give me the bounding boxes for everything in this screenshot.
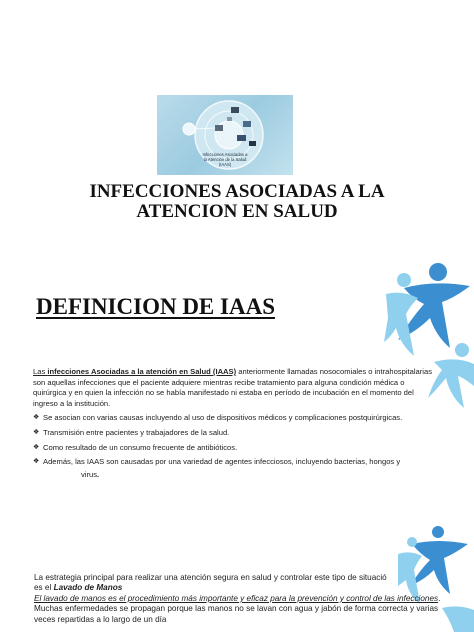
bullet-diamond-icon: ❖ (33, 458, 40, 466)
list-item (33, 457, 433, 468)
hand-washing-rest: . Muchas enfermedades se propagan porque las manos no se lavan con agua y jabón de forma correcta y varias veces repartidas a lo largo de un día (34, 593, 441, 624)
thumbnail-caption-line: la Atención de la Salud (203, 157, 247, 162)
intro-lead: Las (33, 367, 48, 376)
list-item-text: Transmisión entre pacientes y trabajadores de la salud. (43, 427, 230, 437)
definition-body (33, 367, 433, 480)
bottom-line-3 (34, 594, 444, 625)
list-item-text: Además, las IAAS son causadas por una variedad de agentes infecciosos, incluyendo bacterias, hongos y (43, 457, 401, 467)
list-item-text: Como resultado de un consumo frecuente de antibióticos. (43, 442, 238, 452)
bullet-diamond-icon: ❖ (33, 428, 40, 436)
list-item-continuation-text (43, 470, 99, 481)
list-item-continuation (33, 470, 433, 481)
section-title: DEFINICION DE IAAS (36, 294, 275, 319)
hand-washing-text (34, 573, 444, 625)
bottom-line-2 (34, 583, 444, 593)
thumbnail-image (157, 95, 293, 175)
page-title (60, 182, 414, 222)
page-title-line-1: INFECCIONES ASOCIADAS A LA (89, 181, 385, 202)
list-item (33, 443, 433, 454)
thumbnail-caption (157, 152, 293, 167)
page-title-line-2: ATENCION EN SALUD (136, 201, 338, 222)
thumbnail-caption-line: (IAAS) (218, 162, 232, 167)
bullet-list (33, 413, 433, 480)
bullet-diamond-icon: ❖ (33, 443, 40, 451)
bottom-line-1: La estrategia principal para realizar una atención segura en salud y controlar este tipo de situació (34, 573, 387, 582)
list-item (33, 413, 433, 424)
continuation-word: virus (81, 469, 98, 479)
list-item-text: Se asocian con varias causas incluyendo al uso de dispositivos médicos y complicaciones postquirúrgicas. (43, 413, 403, 423)
bottom-line-2-prefix: es el (34, 583, 54, 593)
thumbnail-caption-line: Infecciones Asociadas a (202, 152, 248, 157)
hand-washing-term: Lavado de Manos (53, 583, 123, 593)
definition-paragraph (33, 367, 433, 409)
list-item (33, 428, 433, 439)
intro-term: infecciones Asociadas a la atención en Salud (IAAS) (47, 367, 237, 376)
intro-rest: anteriormente llamadas nosocomiales o intrahospitalarias son aquellas infecciones que el paciente adquiere mientras recibe tratamiento para alguna condición médica o quirúrgica y en quien la infección no se había manifestado ni estaba en período de incubación en el momento del ingreso a la institución. (33, 367, 432, 408)
hand-washing-statement: El lavado de manos es el procedimiento más importante y eficaz para la prevención y control de las infecciones (34, 593, 439, 603)
bullet-diamond-icon: ❖ (33, 414, 40, 422)
continuation-end: . (97, 469, 100, 479)
